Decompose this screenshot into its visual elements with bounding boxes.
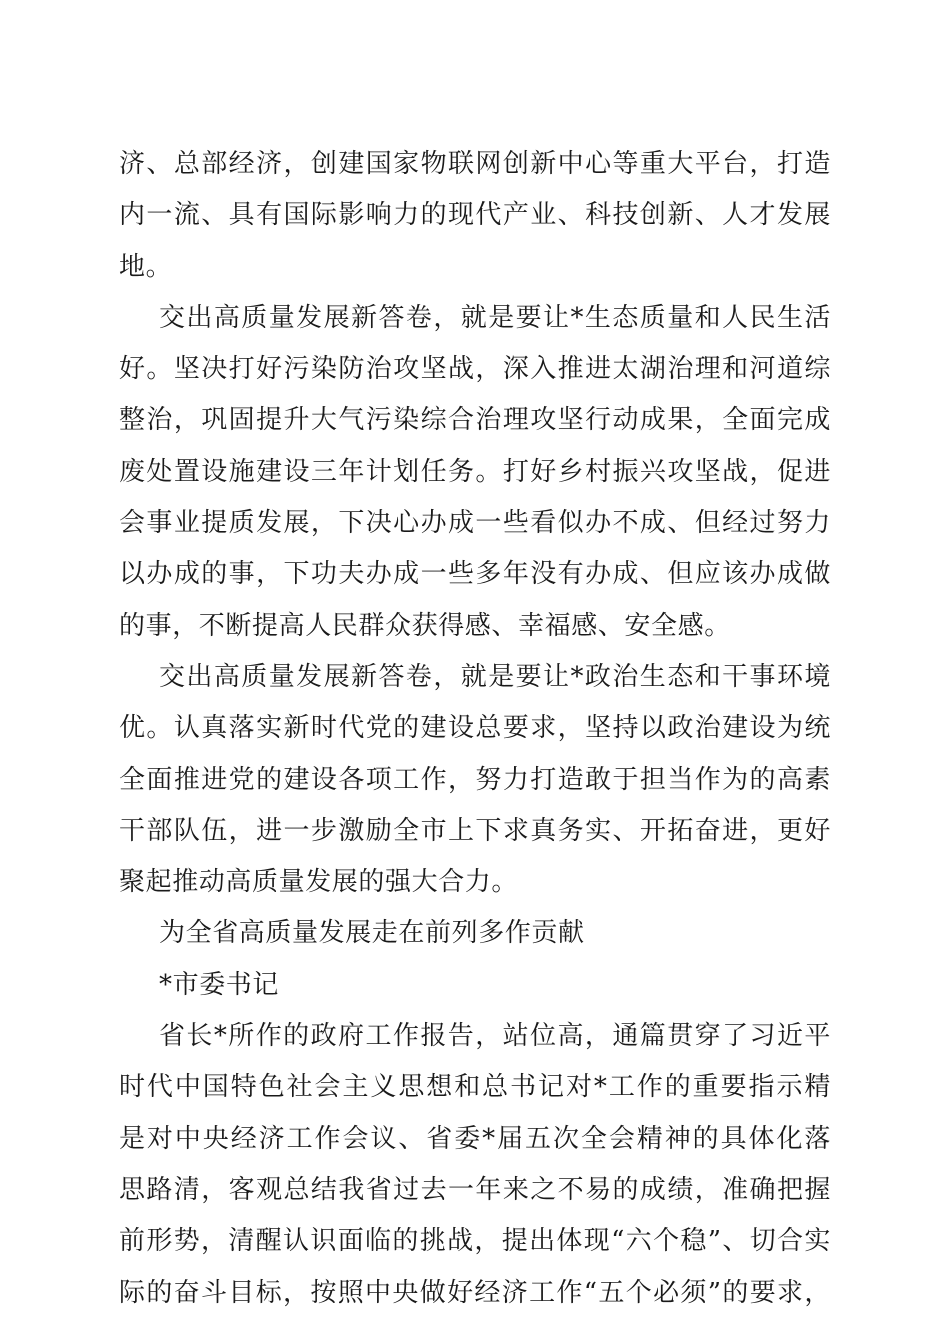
text-line: 内一流、具有国际影响力的现代产业、科技创新、人才发展 — [119, 200, 831, 231]
text-line: 以办成的事，下功夫办成一些多年没有办成、但应该办成做 — [119, 559, 831, 590]
text-line: 优。认真落实新时代党的建设总要求，坚持以政治建设为统 — [119, 713, 831, 744]
text-line: 干部队伍，进一步激励全市上下求真务实、开拓奋进，更好 — [119, 815, 831, 846]
text-line: 的事，不断提高人民群众获得感、幸福感、安全感。 — [119, 610, 731, 641]
text-line: 交出高质量发展新答卷，就是要让*政治生态和干事环境 — [159, 661, 831, 692]
text-line: 时代中国特色社会主义思想和总书记对*工作的重要指示精 — [119, 1072, 831, 1103]
text-line: 好。坚决打好污染防治攻坚战，深入推进太湖治理和河道综 — [119, 354, 831, 385]
text-line: 整治，巩固提升大气污染综合治理攻坚行动成果，全面完成 — [119, 405, 831, 436]
text-line: 会事业提质发展，下决心办成一些看似办不成、但经过努力 — [119, 508, 831, 539]
text-line: 全面推进党的建设各项工作，努力打造敢于担当作为的高素 — [119, 764, 831, 795]
text-line: 聚起推动高质量发展的强大合力。 — [119, 867, 519, 898]
text-line: 交出高质量发展新答卷，就是要让*生态质量和人民生活 — [159, 302, 831, 333]
text-line: 是对中央经济工作会议、省委*届五次全会精神的具体化落 — [119, 1123, 831, 1154]
text-line: 济、总部经济，创建国家物联网创新中心等重大平台，打造 — [119, 149, 831, 179]
text-line: *市委书记 — [159, 969, 280, 1000]
text-line: 地。 — [119, 251, 173, 282]
text-line: 废处置设施建设三年计划任务。打好乡村振兴攻坚战，促进 — [119, 456, 831, 487]
text-line: 际的奋斗目标，按照中央做好经济工作“五个必须”的要求， — [119, 1277, 831, 1308]
text-line: 省长*所作的政府工作报告，站位高，通篇贯穿了习近平 — [159, 1021, 831, 1052]
document-body — [119, 139, 831, 1319]
text-line: 思路清，客观总结我省过去一年来之不易的成绩，准确把握 — [119, 1174, 831, 1205]
text-line: 前形势，清醒认识面临的挑战，提出体现“六个稳”、切合实 — [119, 1226, 831, 1257]
text-line: 为全省高质量发展走在前列多作贡献 — [159, 918, 585, 949]
